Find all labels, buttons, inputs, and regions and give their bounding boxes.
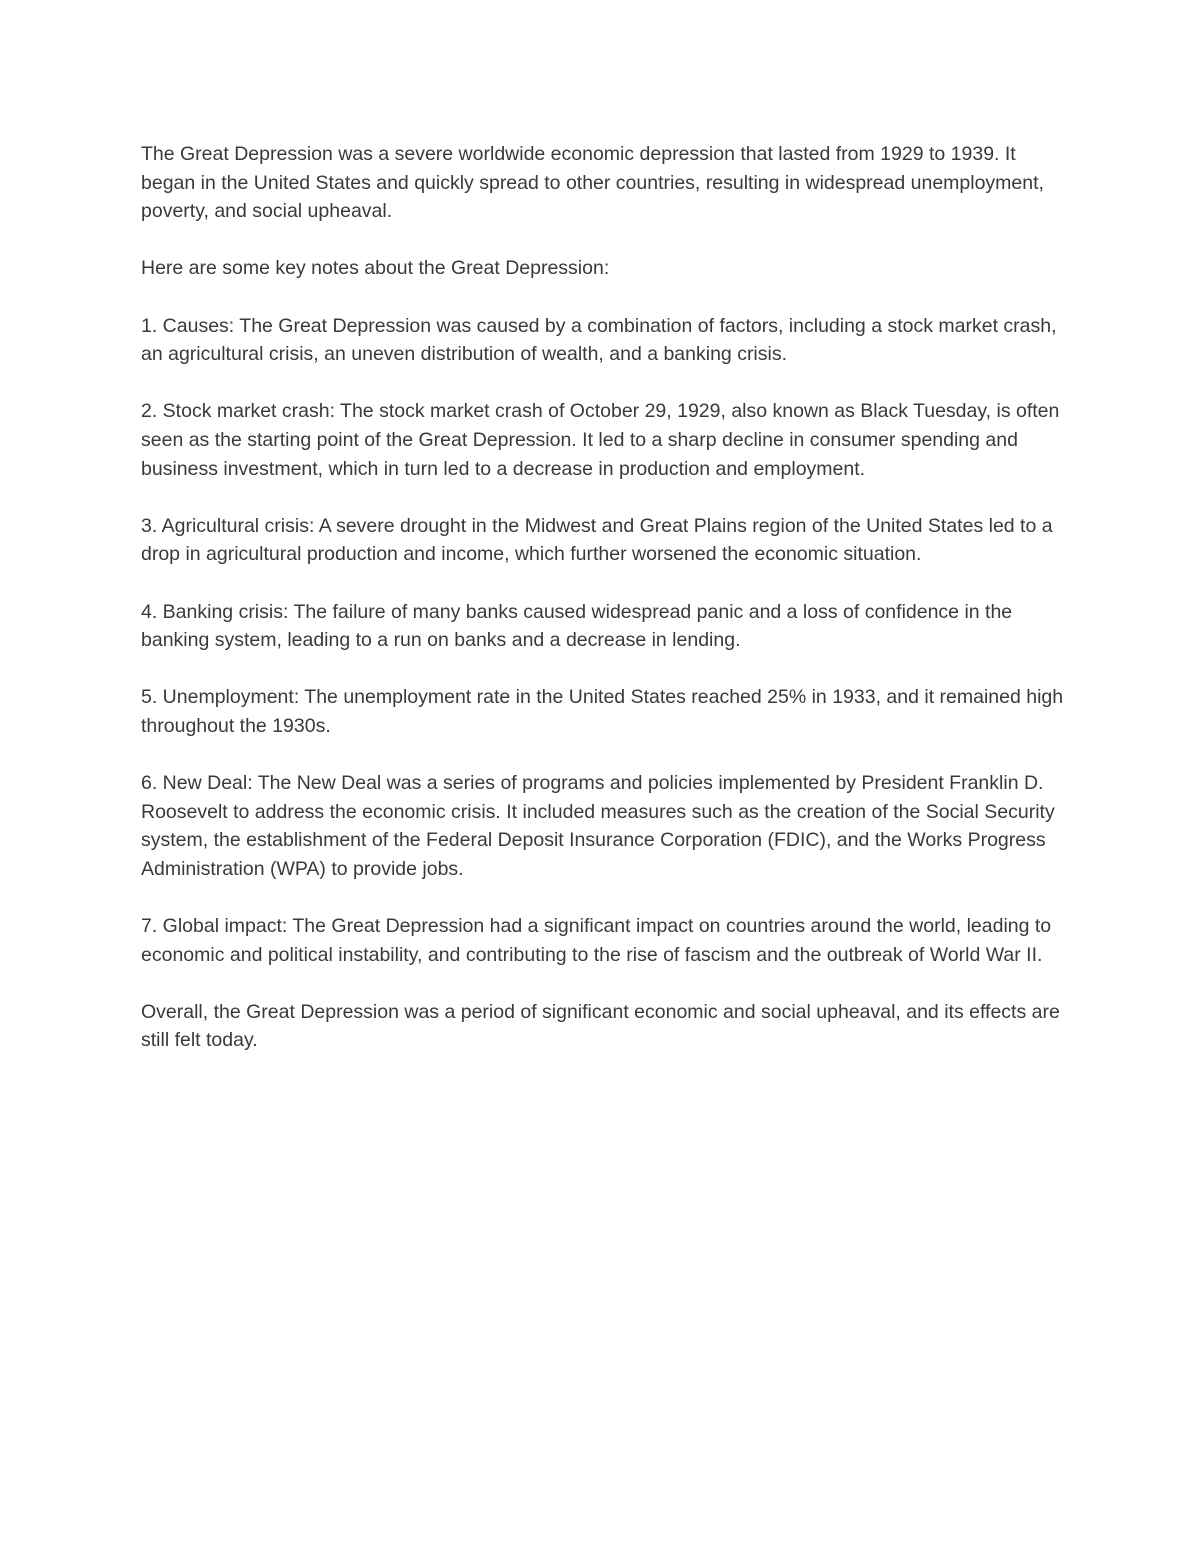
- note-new-deal: 6. New Deal: The New Deal was a series of programs and policies implemented by President Franklin D. Roosevelt to address the economic crisis. It included measures such as the creation of the Social Security system, the establishment of the Federal Deposit Insurance Corporation (FDIC), and the Works Progress Administration (WPA) to provide jobs.: [141, 772, 1055, 880]
- conclusion-paragraph: Overall, the Great Depression was a period of significant economic and social upheaval, and its effects are still felt today.: [141, 1000, 1060, 1052]
- note-causes: 1. Causes: The Great Depression was caused by a combination of factors, including a stock market crash, an agricultural crisis, an uneven distribution of wealth, and a banking crisis.: [141, 314, 1057, 366]
- note-stock-market-crash: 2. Stock market crash: The stock market crash of October 29, 1929, also known as Black Tuesday, is often seen as the starting point of the Great Depression. It led to a sharp decline in consumer spending and business investment, which in turn led to a decrease in production and employment.: [141, 400, 1060, 480]
- note-agricultural-crisis: 3. Agricultural crisis: A severe drought in the Midwest and Great Plains region of the United States led to a drop in agricultural production and income, which further worsened the economic situation.: [141, 514, 1053, 566]
- lead-in-paragraph: Here are some key notes about the Great Depression:: [141, 257, 610, 280]
- document-body: [141, 140, 1066, 1084]
- note-unemployment: 5. Unemployment: The unemployment rate in the United States reached 25% in 1933, and it remained high throughout the 1930s.: [141, 686, 1064, 737]
- note-global-impact: 7. Global impact: The Great Depression had a significant impact on countries around the world, leading to economic and political instability, and contributing to the rise of fascism and the outbreak of World War II.: [141, 915, 1052, 966]
- note-banking-crisis: 4. Banking crisis: The failure of many banks caused widespread panic and a loss of confidence in the banking system, leading to a run on banks and a decrease in lending.: [141, 600, 1013, 652]
- intro-paragraph: The Great Depression was a severe worldwide economic depression that lasted from 1929 to 1939. It began in the United States and quickly spread to other countries, resulting in widespread unemployment, poverty, and social upheaval.: [141, 143, 1044, 223]
